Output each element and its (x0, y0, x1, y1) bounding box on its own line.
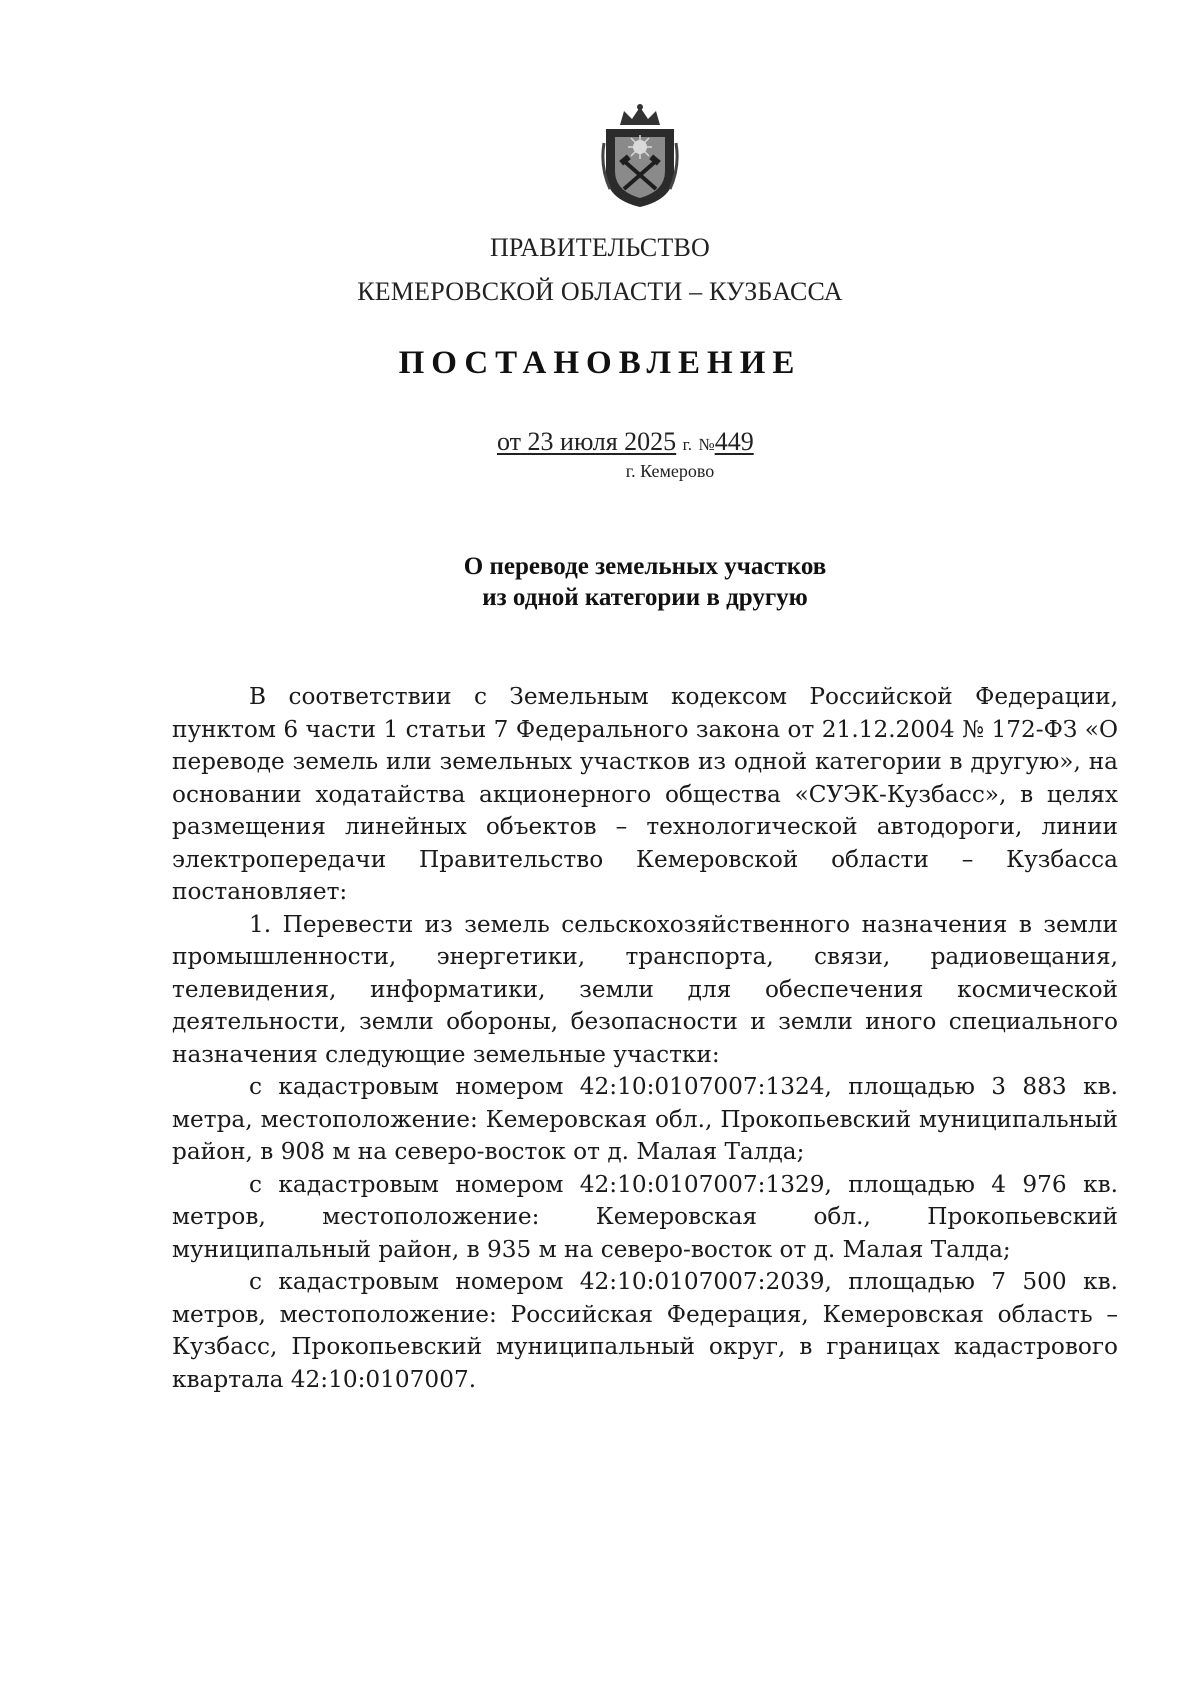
number-sign: № (698, 435, 715, 454)
subject-line-1: О переводе земельных участков (463, 553, 827, 580)
item-1-paragraph: 1. Перевести из земель сельскохозяйственного назначения в земли промышленности, энергетики, транспорта, связи, радиовещания, телевидения, информатики, земли для обеспечения космической деятельности, земли обороны, безопасности и земли иного специального назначения следующие земельные участки: (172, 910, 1118, 1068)
document-number: 449 (714, 427, 754, 456)
document-date: 23 июля 2025 (527, 427, 677, 456)
plot-2-paragraph: с кадастровым номером 42:10:0107007:1329, площадью 4 976 кв. метров, местоположение: Кемеровская обл., Прокопьевский муниципальный район, в 935 м на северо-восток от д. Малая Талда; (172, 1170, 1118, 1263)
preamble-paragraph: В соответствии с Земельным кодексом Российской Федерации, пунктом 6 части 1 статьи 7 Федерального закона от 21.12.2004 № 172-ФЗ «О переводе земель или земельных участков из одной категории в другую», на основании ходатайства акционерного общества «СУЭК-Кузбасс», в целях размещения линейных объектов – технологической автодороги, линии электропередачи Правительство Кемеровской области – Кузбасса постановляет: (172, 683, 1118, 905)
date-prefix: от (497, 427, 522, 456)
document-body (172, 681, 1118, 1396)
document-date-number (497, 427, 754, 457)
plot-1-paragraph: с кадастровым номером 42:10:0107007:1324, площадью 3 883 кв. метра, местоположение: Кемеровская обл., Прокопьевский муниципальный район, в 908 м на северо-восток от д. Малая Талда; (172, 1073, 1118, 1165)
document-type-title: ПОСТАНОВЛЕНИЕ (398, 345, 802, 381)
document-city: г. Кемерово (625, 461, 715, 481)
government-name-line-2: КЕМЕРОВСКОЙ ОБЛАСТИ – КУЗБАССА (357, 277, 843, 306)
plot-3-paragraph: с кадастровым номером 42:10:0107007:2039, площадью 7 500 кв. метров, местоположение: Российская Федерация, Кемеровская область – Кузбасс, Прокопьевский муниципальный округ, в границах кадастрового квартала 42:10:0107007. (172, 1268, 1118, 1393)
year-suffix: г. (682, 435, 692, 454)
kuzbass-coat-of-arms-icon (600, 103, 680, 209)
government-name-line-1: ПРАВИТЕЛЬСТВО (489, 233, 711, 262)
subject-line-2: из одной категории в другую (482, 584, 808, 611)
